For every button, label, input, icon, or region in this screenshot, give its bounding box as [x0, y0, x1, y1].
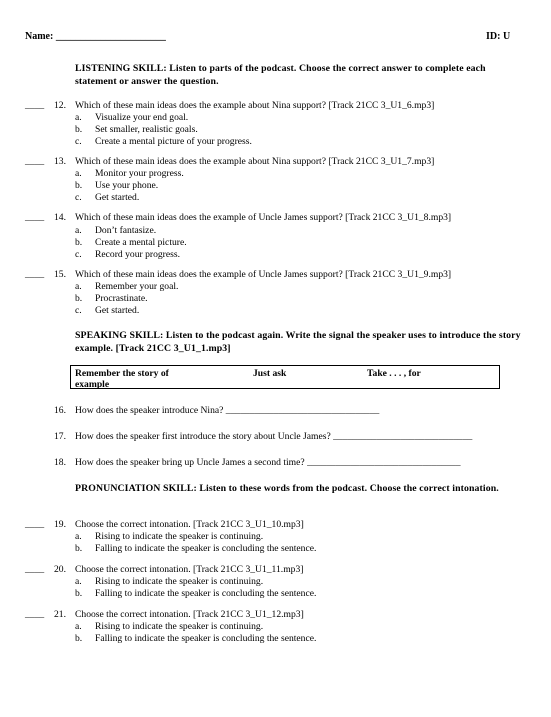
question-text: Which of these main ideas does the example about Nina support? [Track 21CC 3_U1_6.mp3] [75, 100, 435, 111]
answer-blank[interactable]: ____ [25, 156, 45, 167]
answer-blank[interactable]: ____ [25, 609, 45, 620]
question-text: Choose the correct intonation. [Track 21CC 3_U1_11.mp3] [75, 564, 304, 575]
option-text: Get started. [95, 192, 140, 203]
option-letter: a. [75, 531, 82, 542]
option-text: Remember your goal. [95, 281, 179, 292]
pronunciation-heading: PRONUNCIATION SKILL: Listen to these words from the podcast. Choose the correct intonation. [75, 483, 499, 494]
question-number: 21. [54, 609, 66, 620]
option-letter: a. [75, 281, 82, 292]
option-text: Rising to indicate the speaker is continuing. [95, 576, 264, 587]
option-letter: b. [75, 124, 83, 135]
name-blank[interactable]: ______________________ [55, 31, 166, 42]
option-letter: b. [75, 180, 83, 191]
option-letter: c. [75, 192, 82, 203]
signal-option-1: Remember the story of example [75, 368, 169, 390]
option-text: Set smaller, realistic goals. [95, 124, 198, 135]
answer-blank[interactable]: ____ [25, 212, 45, 223]
option-text: Rising to indicate the speaker is continuing. [95, 621, 264, 632]
option-text: Record your progress. [95, 249, 180, 260]
question-number: 12. [54, 100, 66, 111]
option-text: Visualize your end goal. [95, 112, 189, 123]
question-prompt: How does the speaker bring up Uncle James a second time? [75, 457, 305, 468]
option-letter: b. [75, 588, 83, 599]
question-prompt: How does the speaker introduce Nina? [75, 405, 224, 416]
question-number: 18. [54, 457, 66, 468]
option-text: Falling to indicate the speaker is concluding the sentence. [95, 633, 317, 644]
option-letter: b. [75, 237, 83, 248]
question-text: Choose the correct intonation. [Track 21CC 3_U1_12.mp3] [75, 609, 304, 620]
question-text: Which of these main ideas does the example about Nina support? [Track 21CC 3_U1_7.mp3] [75, 156, 435, 167]
question-number: 16. [54, 405, 66, 416]
option-letter: a. [75, 168, 82, 179]
question-number: 13. [54, 156, 66, 167]
question-text: Choose the correct intonation. [Track 21CC 3_U1_10.mp3] [75, 519, 304, 530]
option-text: Create a mental picture of your progress. [95, 136, 252, 147]
option-text: Falling to indicate the speaker is concluding the sentence. [95, 588, 317, 599]
question-number: 19. [54, 519, 66, 530]
option-text: Create a mental picture. [95, 237, 187, 248]
question-text [75, 405, 379, 416]
question-number: 17. [54, 431, 66, 442]
option-letter: c. [75, 249, 82, 260]
option-text: Procrastinate. [95, 293, 148, 304]
option-text: Get started. [95, 305, 140, 316]
question-prompt: How does the speaker first introduce the story about Uncle James? [75, 431, 331, 442]
option-letter: a. [75, 225, 82, 236]
option-letter: a. [75, 621, 82, 632]
answer-line[interactable]: ________________________________ [225, 405, 380, 416]
question-text: Which of these main ideas does the example of Uncle James support? [Track 21CC 3_U1_8.mp3] [75, 212, 452, 223]
answer-blank[interactable]: ____ [25, 269, 45, 280]
answer-line[interactable]: _____________________________ [333, 431, 473, 442]
signal-option-3: Take . . . , for [367, 368, 421, 379]
answer-line[interactable]: ________________________________ [307, 457, 461, 468]
name-label: Name: [25, 31, 54, 42]
name-field [25, 31, 166, 42]
question-number: 15. [54, 269, 66, 280]
question-text: Which of these main ideas does the example of Uncle James support? [Track 21CC 3_U1_9.mp3] [75, 269, 452, 280]
question-text [75, 457, 461, 468]
answer-blank[interactable]: ____ [25, 519, 45, 530]
option-letter: b. [75, 543, 83, 554]
option-letter: c. [75, 305, 82, 316]
signal-word-box [70, 365, 500, 389]
id-label: ID: U [486, 31, 511, 42]
option-letter: c. [75, 136, 82, 147]
option-text: Rising to indicate the speaker is continuing. [95, 531, 264, 542]
question-number: 20. [54, 564, 66, 575]
option-text: Use your phone. [95, 180, 159, 191]
option-letter: b. [75, 293, 83, 304]
option-letter: a. [75, 112, 82, 123]
option-text: Monitor your progress. [95, 168, 184, 179]
answer-blank[interactable]: ____ [25, 564, 45, 575]
question-number: 14. [54, 212, 66, 223]
answer-blank[interactable]: ____ [25, 100, 45, 111]
listening-heading: LISTENING SKILL: Listen to parts of the podcast. Choose the correct answer to complete each statement or answer the question. [75, 63, 486, 87]
signal-option-2: Just ask [253, 368, 287, 379]
option-text: Falling to indicate the speaker is concluding the sentence. [95, 543, 317, 554]
speaking-heading: SPEAKING SKILL: Listen to the podcast again. Write the signal the speaker uses to introduce the story example. [Track 21CC 3_U1_1.mp3] [75, 330, 521, 354]
option-letter: a. [75, 576, 82, 587]
question-text [75, 431, 472, 442]
option-text: Don’t fantasize. [95, 225, 157, 236]
option-letter: b. [75, 633, 83, 644]
